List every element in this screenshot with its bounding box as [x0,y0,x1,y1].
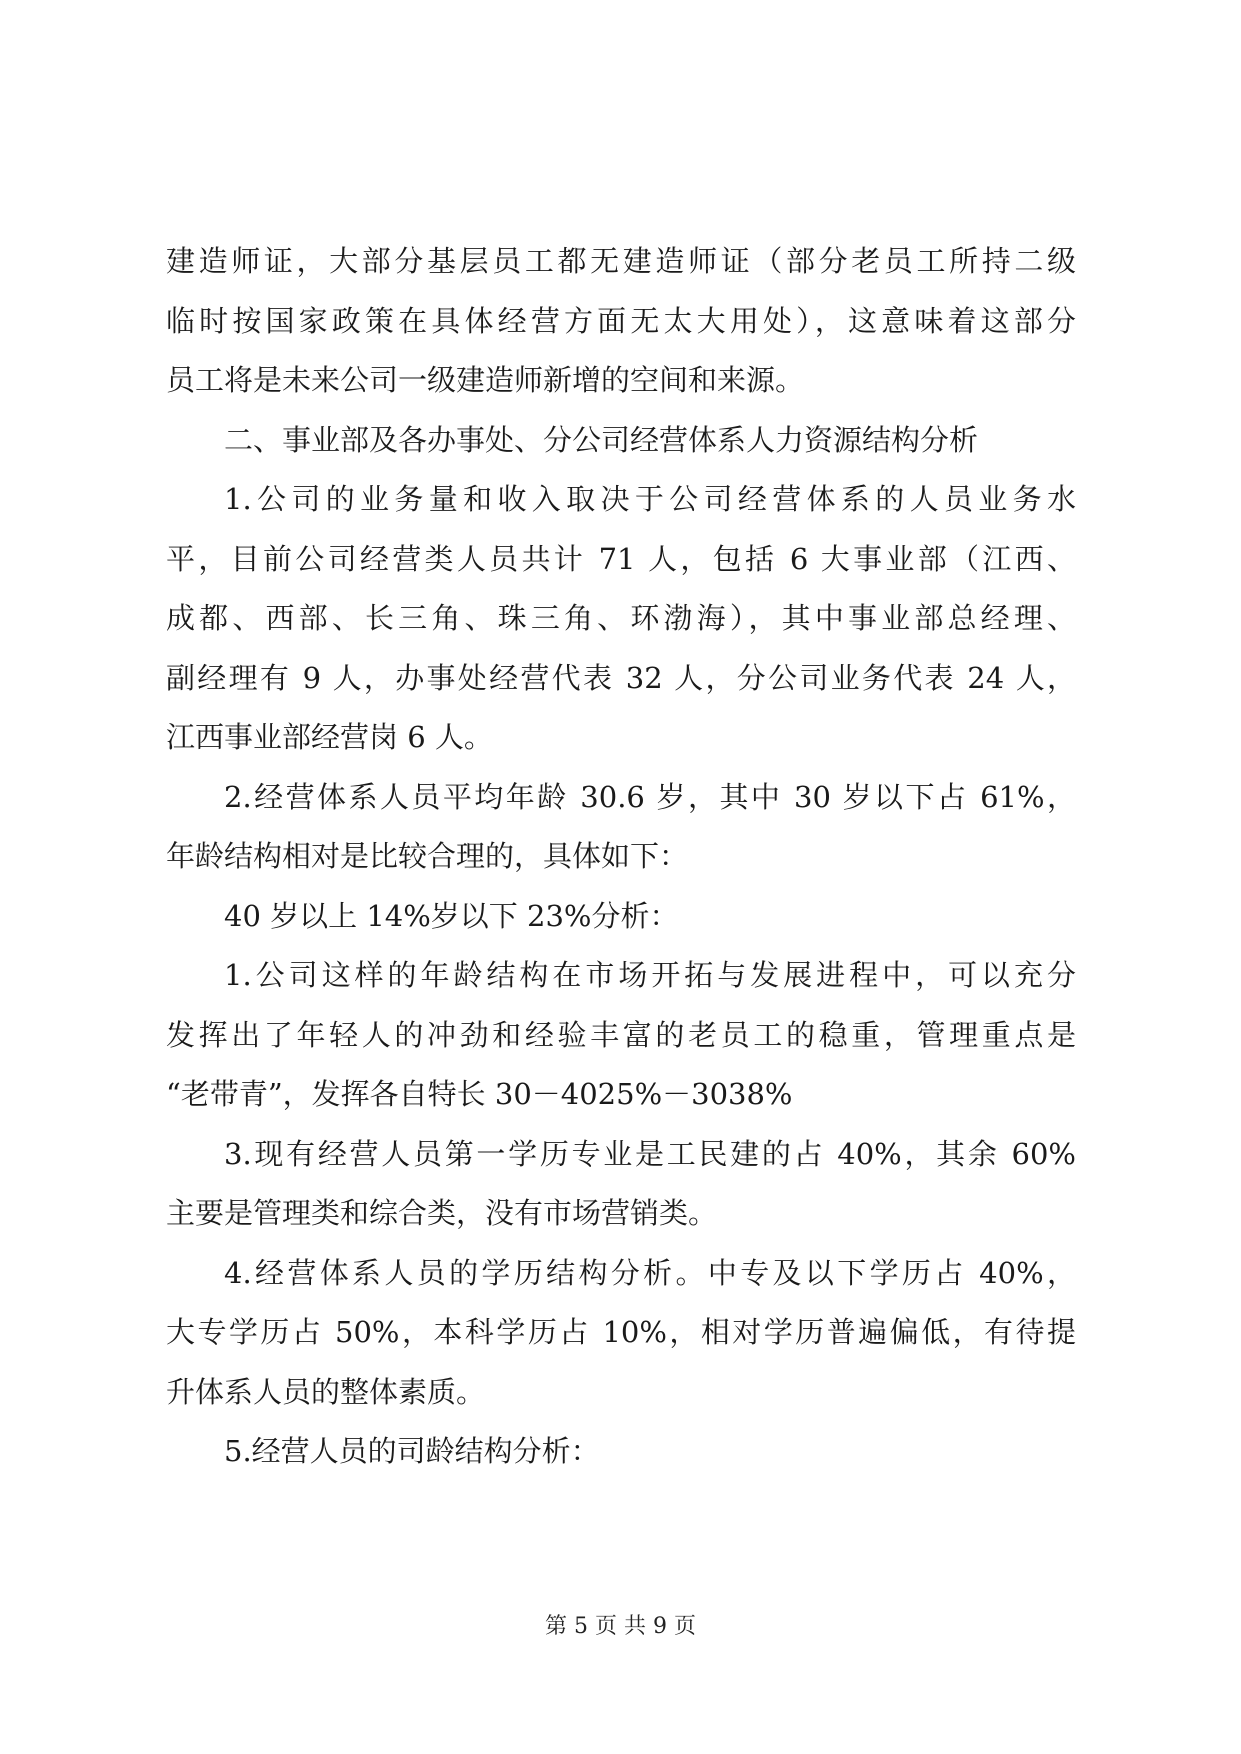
paragraph-line: “老带青”，发挥各自特长 30－4025%－3038% [166,1077,793,1111]
paragraph-line: 2.经营体系人员平均年龄 30.6 岁，其中 30 岁以下占 61%， [224,779,1076,814]
paragraph-line: 副经理有 9 人，办事处经营代表 32 人，分公司业务代表 24 人， [166,660,1076,695]
paragraph-line: 建造师证，大部分基层员工都无建造师证（部分老员工所持二级 [166,244,1076,278]
paragraph-line: 升体系人员的整体素质。 [166,1374,486,1409]
paragraph-line: 发挥出了年轻人的冲劲和经验丰富的老员工的稳重，管理重点是 [166,1017,1076,1052]
section-heading: 二、事业部及各办事处、分公司经营体系人力资源结构分析 [224,422,979,457]
paragraph-line: 临时按国家政策在具体经营方面无太大用处），这意味着这部分 [166,303,1076,338]
page-number-footer: 第 5 页 共 9 页 [545,1614,696,1639]
paragraph-line: 4.经营体系人员的学历结构分析。中专及以下学历占 40%， [224,1255,1076,1290]
paragraph-line: 大专学历占 50%，本科学历占 10%，相对学历普遍偏低，有待提 [166,1315,1076,1349]
paragraph-line: 40 岁以上 14%岁以下 23%分析： [224,898,679,933]
paragraph-line: 主要是管理类和综合类，没有市场营销类。 [166,1196,718,1230]
paragraph-line: 3.现有经营人员第一学历专业是工民建的占 40%，其余 60% [224,1136,1076,1171]
paragraph-line: 成都、西部、长三角、珠三角、环渤海），其中事业部总经理、 [166,601,1076,635]
paragraph-line: 1.公司的业务量和收入取决于公司经营体系的人员业务水 [224,482,1076,516]
paragraph-line: 5.经营人员的司龄结构分析： [224,1434,600,1468]
paragraph-line: 江西事业部经营岗 6 人。 [166,720,493,754]
paragraph-line: 平，目前公司经营类人员共计 71 人，包括 6 大事业部（江西、 [166,541,1076,576]
paragraph-line: 员工将是未来公司一级建造师新增的空间和来源。 [166,363,805,397]
paragraph-line: 1.公司这样的年龄结构在市场开拓与发展进程中，可以充分 [224,958,1076,992]
paragraph-line: 年龄结构相对是比较合理的，具体如下： [166,839,689,873]
document-body [166,232,1076,1482]
